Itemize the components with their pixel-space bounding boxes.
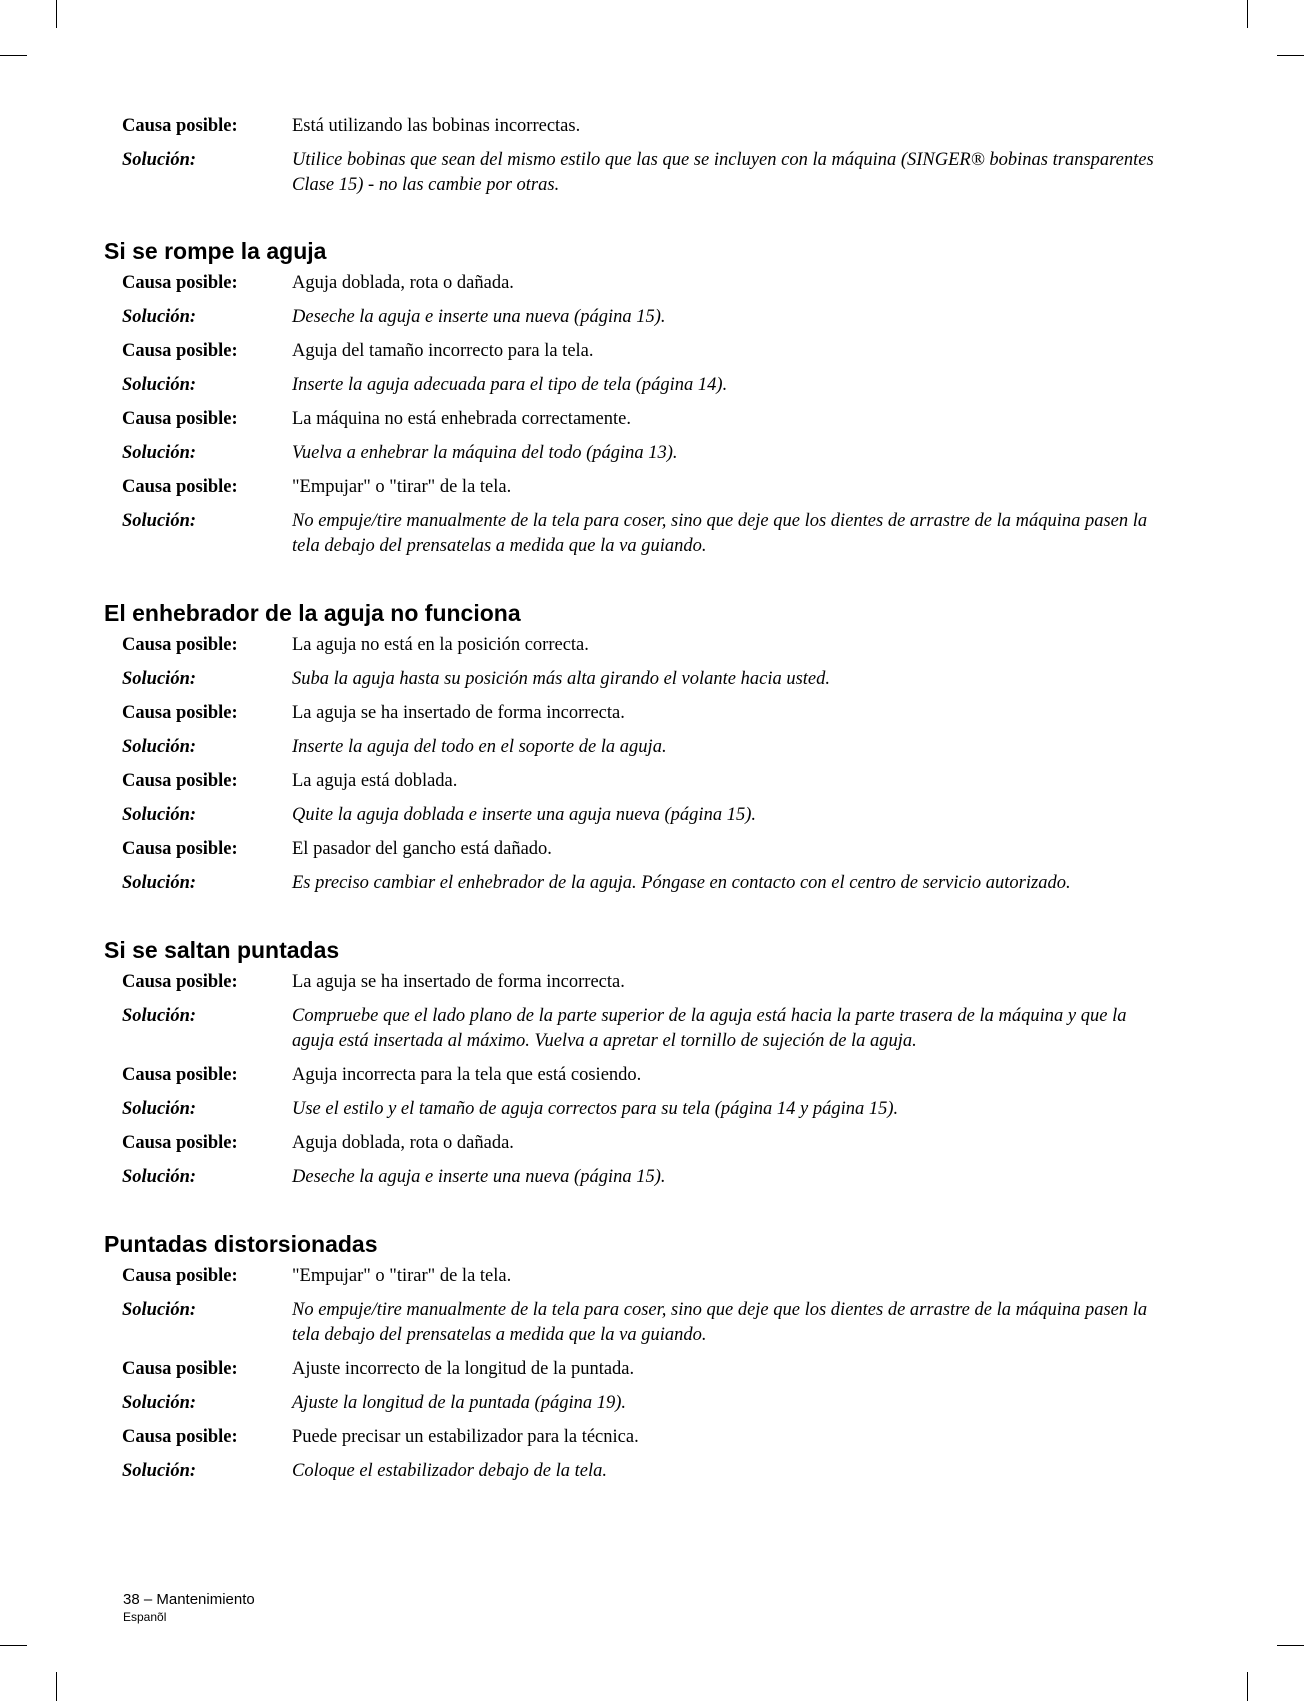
cause-text: Está utilizando las bobinas incorrectas. (292, 116, 581, 136)
cause-text: La aguja se ha insertado de forma incorrecta. (292, 972, 625, 992)
solution-label: Solución: (122, 1099, 197, 1119)
solution-text: Deseche la aguja e inserte una nueva (página 15). (292, 307, 666, 327)
solution-text: Suba la aguja hasta su posición más alta girando el volante hacia usted. (292, 669, 831, 689)
intro-block (112, 114, 1172, 198)
solution-text: Es preciso cambiar el enhebrador de la aguja. Póngase en contacto con el centro de servicio autorizado. (292, 873, 1071, 893)
solution-row (112, 509, 1172, 559)
cause-row (112, 1425, 1172, 1450)
cause-row (112, 1264, 1172, 1289)
language-label: Espanõl (123, 1610, 167, 1624)
solution-label: Solución: (122, 307, 197, 327)
crop-mark (56, 0, 57, 28)
cause-text: La aguja se ha insertado de forma incorrecta. (292, 703, 625, 723)
cause-text: "Empujar" o "tirar" de la tela. (292, 1266, 512, 1286)
solution-row (112, 1165, 1172, 1190)
solution-label: Solución: (122, 737, 197, 757)
solution-text: Inserte la aguja adecuada para el tipo de tela (página 14). (292, 375, 728, 395)
crop-mark (1277, 55, 1304, 56)
cause-label: Causa posible: (122, 477, 238, 497)
solution-label: Solución: (122, 1006, 197, 1026)
solution-text: Quite la aguja doblada e inserte una aguja nueva (página 15). (292, 805, 756, 825)
cause-text: La aguja no está en la posición correcta. (292, 635, 589, 655)
cause-row (112, 1357, 1172, 1382)
section-title: Si se rompe la aguja (104, 238, 327, 264)
cause-row (112, 339, 1172, 364)
cause-row (112, 407, 1172, 432)
cause-text: Aguja del tamaño incorrecto para la tela. (292, 341, 594, 361)
solution-label: Solución: (122, 150, 197, 170)
cause-label: Causa posible: (122, 1133, 238, 1153)
page-content (104, 114, 1172, 1524)
cause-label: Causa posible: (122, 771, 238, 791)
cause-row (112, 475, 1172, 500)
section-title: Si se saltan puntadas (104, 937, 340, 963)
cause-label: Causa posible: (122, 409, 238, 429)
cause-row (112, 701, 1172, 726)
cause-row (112, 271, 1172, 296)
section (104, 1230, 1172, 1484)
crop-mark (0, 1645, 27, 1646)
page-number: 38 – Mantenimiento (123, 1591, 255, 1608)
cause-text: El pasador del gancho está dañado. (292, 839, 552, 859)
solution-row (112, 667, 1172, 692)
cause-row (112, 837, 1172, 862)
cause-text: La máquina no está enhebrada correctamente. (292, 409, 631, 429)
solution-row (112, 148, 1172, 198)
solution-label: Solución: (122, 805, 197, 825)
cause-row (112, 769, 1172, 794)
cause-row (112, 633, 1172, 658)
cause-row (112, 970, 1172, 995)
solution-row (112, 305, 1172, 330)
troubleshooting-sections (104, 237, 1172, 1484)
cause-label: Causa posible: (122, 635, 238, 655)
solution-row (112, 735, 1172, 760)
solution-label: Solución: (122, 873, 197, 893)
cause-text: Aguja doblada, rota o dañada. (292, 273, 514, 293)
section (104, 936, 1172, 1190)
section-title: El enhebrador de la aguja no funciona (104, 600, 521, 626)
solution-label: Solución: (122, 375, 197, 395)
cause-text: Puede precisar un estabilizador para la técnica. (292, 1427, 639, 1447)
solution-text: Deseche la aguja e inserte una nueva (página 15). (292, 1167, 666, 1187)
cause-text: Aguja incorrecta para la tela que está cosiendo. (292, 1065, 642, 1085)
solution-row (112, 441, 1172, 466)
solution-label: Solución: (122, 511, 197, 531)
cause-text: La aguja está doblada. (292, 771, 458, 791)
solution-row (112, 1097, 1172, 1122)
crop-mark (1247, 1672, 1248, 1701)
cause-row (112, 114, 1172, 139)
solution-row (112, 1459, 1172, 1484)
cause-label: Causa posible: (122, 972, 238, 992)
solution-text: Use el estilo y el tamaño de aguja correctos para su tela (página 14 y página 15). (292, 1099, 899, 1119)
cause-text: "Empujar" o "tirar" de la tela. (292, 477, 512, 497)
cause-row (112, 1131, 1172, 1156)
section (104, 237, 1172, 559)
section (104, 599, 1172, 896)
cause-label: Causa posible: (122, 839, 238, 859)
section-title: Puntadas distorsionadas (104, 1231, 378, 1257)
crop-mark (1277, 1645, 1304, 1646)
cause-label: Causa posible: (122, 1266, 238, 1286)
solution-label: Solución: (122, 669, 197, 689)
solution-text: Coloque el estabilizador debajo de la tela. (292, 1461, 607, 1481)
solution-text: No empuje/tire manualmente de la tela para coser, sino que deje que los dientes de arrastre de la máquina pasen la tela debajo del prensatelas a medida que la va guiando. (292, 511, 1148, 556)
solution-label: Solución: (122, 1167, 197, 1187)
solution-label: Solución: (122, 443, 197, 463)
solution-row (112, 871, 1172, 896)
crop-mark (56, 1672, 57, 1701)
cause-label: Causa posible: (122, 341, 238, 361)
cause-label: Causa posible: (122, 1427, 238, 1447)
cause-label: Causa posible: (122, 1359, 238, 1379)
solution-label: Solución: (122, 1300, 197, 1320)
cause-row (112, 1063, 1172, 1088)
solution-label: Solución: (122, 1461, 197, 1481)
solution-row (112, 1391, 1172, 1416)
solution-text: No empuje/tire manualmente de la tela para coser, sino que deje que los dientes de arrastre de la máquina pasen la tela debajo del prensatelas a medida que la va guiando. (292, 1300, 1148, 1345)
solution-row (112, 1004, 1172, 1054)
cause-label: Causa posible: (122, 1065, 238, 1085)
cause-label: Causa posible: (122, 703, 238, 723)
solution-row (112, 1298, 1172, 1348)
solution-text: Ajuste la longitud de la puntada (página 19). (292, 1393, 627, 1413)
solution-row (112, 803, 1172, 828)
page-footer (123, 1591, 255, 1625)
solution-text: Vuelva a enhebrar la máquina del todo (página 13). (292, 443, 678, 463)
solution-row (112, 373, 1172, 398)
crop-mark (1247, 0, 1248, 28)
cause-label: Causa posible: (122, 116, 238, 136)
solution-text: Inserte la aguja del todo en el soporte de la aguja. (292, 737, 667, 757)
solution-text: Compruebe que el lado plano de la parte superior de la aguja está hacia la parte trasera de la máquina y que la aguja está insertada al máximo. Vuelva a apretar el tornillo de sujeción de la aguja. (292, 1006, 1127, 1051)
solution-label: Solución: (122, 1393, 197, 1413)
cause-text: Aguja doblada, rota o dañada. (292, 1133, 514, 1153)
solution-text: Utilice bobinas que sean del mismo estilo que las que se incluyen con la máquina (SINGER® bobinas transparentes Clase 15) - no las cambie por otras. (292, 150, 1154, 195)
cause-text: Ajuste incorrecto de la longitud de la puntada. (292, 1359, 635, 1379)
cause-label: Causa posible: (122, 273, 238, 293)
crop-mark (0, 55, 27, 56)
